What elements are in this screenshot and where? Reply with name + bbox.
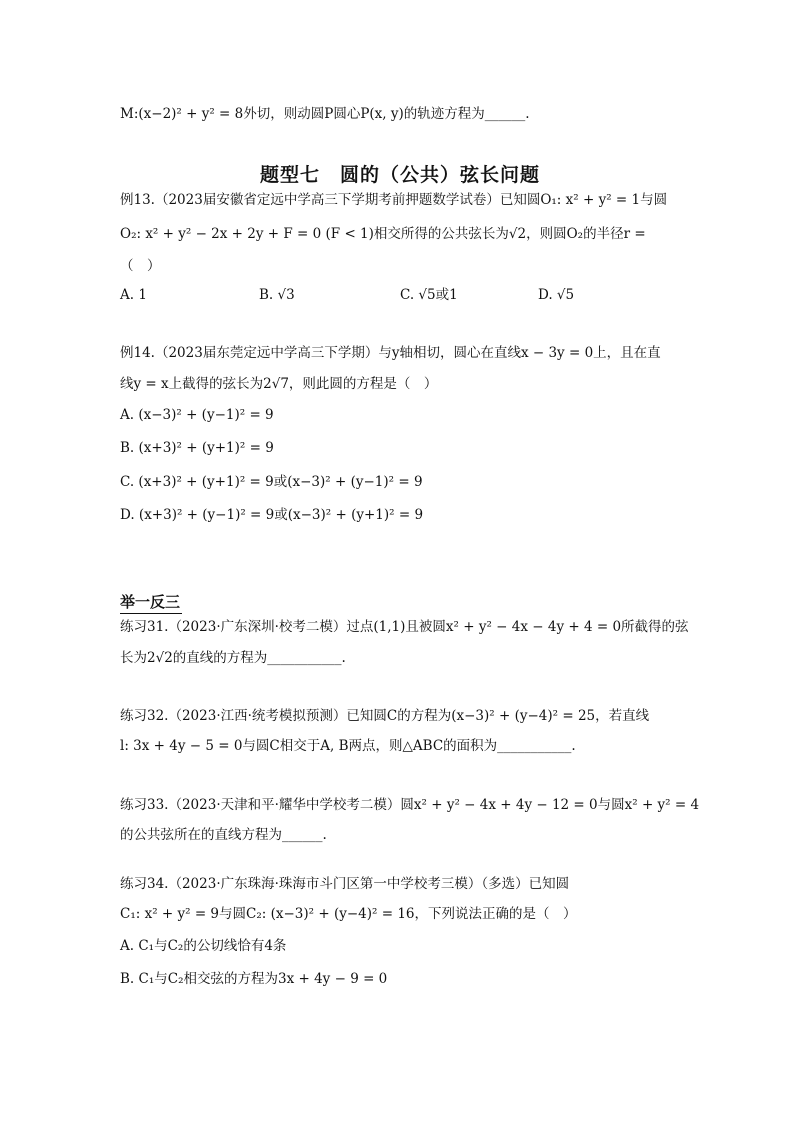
previous-question-tail: M:(x−2)² + y² = 8外切，则动圆P圆心P(x, y)的轨迹方程为______. <box>120 106 530 122</box>
example-13-line-3: （ ） <box>120 258 161 274</box>
example-14-option-a: A. (x−3)² + (y−1)² = 9 <box>120 407 274 423</box>
example-14-line-1: 例14.（2023届东莞定远中学高三下学期）与y轴相切，圆心在直线x − 3y = 0上，且在直 <box>120 345 661 361</box>
example-13-line-1: 例13.（2023届安徽省定远中学高三下学期考前押题数学试卷）已知圆O₁: x² + y² = 1与圆 <box>120 192 668 208</box>
practice-32-line-2: l: 3x + 4y − 5 = 0与圆C相交于A, B两点，则△ABC的面积为___________. <box>120 738 576 754</box>
example-13-option-a: A. 1 <box>120 287 147 303</box>
practice-32-line-1: 练习32.（2023·江西·统考模拟预测）已知圆C的方程为(x−3)² + (y−4)² = 25，若直线 <box>120 708 650 724</box>
practice-33-line-2: 的公共弦所在的直线方程为______. <box>120 827 327 843</box>
example-13-line-2: O₂: x² + y² − 2x + 2y + F = 0 (F < 1)相交所得的公共弦长为√2，则圆O₂的半径r = <box>120 226 646 242</box>
section-title: 题型七 圆的（公共）弦长问题 <box>259 164 540 186</box>
example-13-option-d: D. √5 <box>538 287 575 303</box>
practice-31-line-1: 练习31.（2023·广东深圳·校考二模）过点(1,1)且被圆x² + y² − 4x − 4y + 4 = 0所截得的弦 <box>120 619 689 635</box>
practice-31-line-2: 长为2√2的直线的方程为___________. <box>120 650 346 666</box>
example-13-option-c: C. √5或1 <box>400 287 458 303</box>
example-14-option-d: D. (x+3)² + (y−1)² = 9或(x−3)² + (y+1)² = 9 <box>120 507 424 523</box>
example-13-option-b: B. √3 <box>259 287 295 303</box>
example-14-line-2: 线y = x上截得的弦长为2√7，则此圆的方程是（ ） <box>120 376 438 392</box>
example-14-option-c: C. (x+3)² + (y+1)² = 9或(x−3)² + (y−1)² = 9 <box>120 474 423 490</box>
practice-heading: 举一反三 <box>120 591 182 614</box>
example-14-option-b: B. (x+3)² + (y+1)² = 9 <box>120 440 274 456</box>
practice-33-line-1: 练习33.（2023·天津和平·耀华中学校考二模）圆x² + y² − 4x + 4y − 12 = 0与圆x² + y² = 4 <box>120 797 700 813</box>
practice-34-option-b: B. C₁与C₂相交弦的方程为3x + 4y − 9 = 0 <box>120 971 388 987</box>
practice-34-line-2: C₁: x² + y² = 9与圆C₂: (x−3)² + (y−4)² = 16，下列说法正确的是（ ） <box>120 906 577 922</box>
practice-34-option-a: A. C₁与C₂的公切线恰有4条 <box>120 938 287 954</box>
practice-34-line-1: 练习34.（2023·广东珠海·珠海市斗门区第一中学校考三模）（多选）已知圆 <box>120 876 570 892</box>
